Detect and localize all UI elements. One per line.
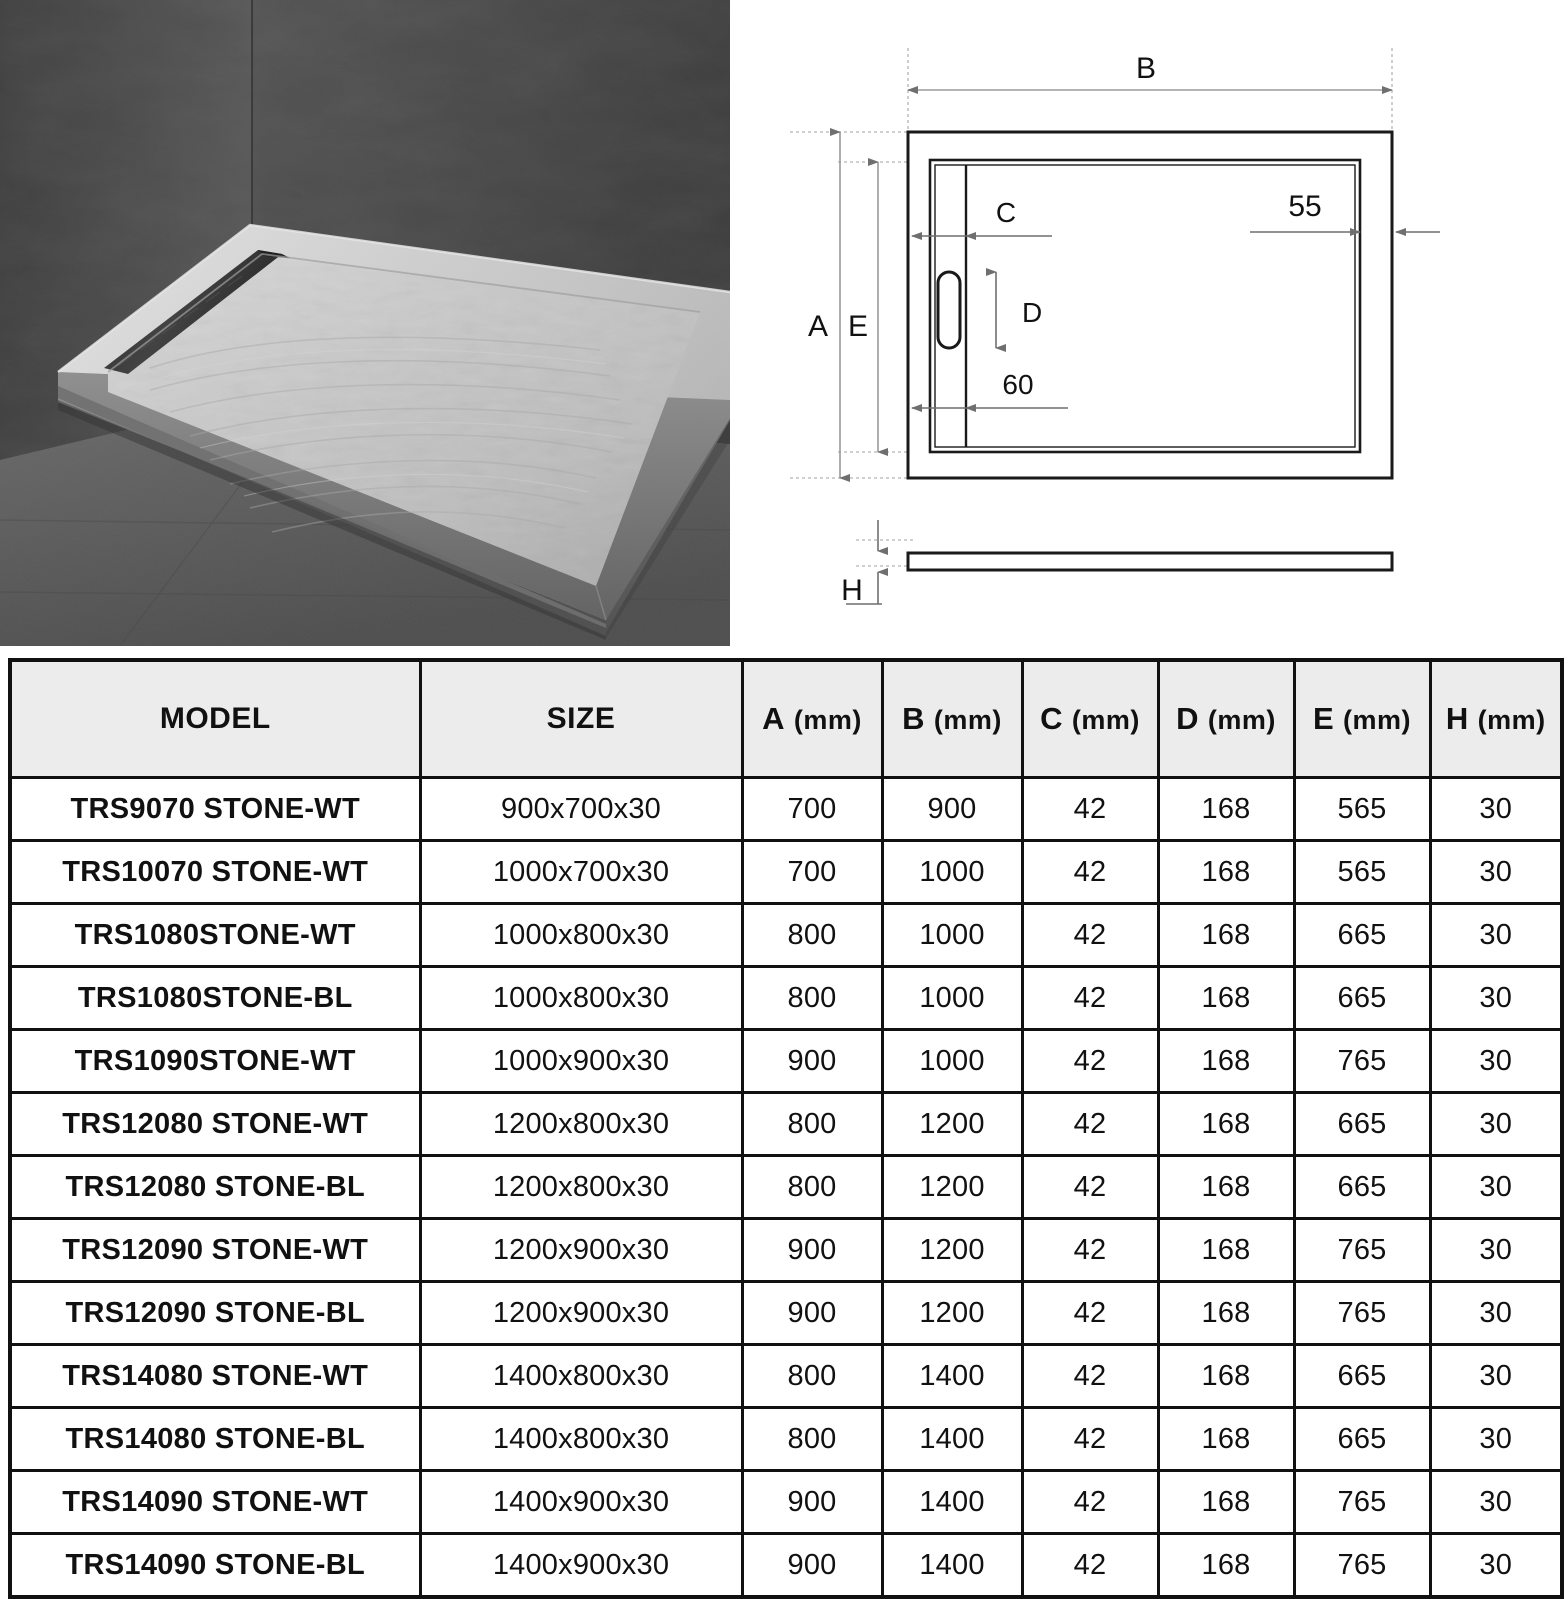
- cell-h: 30: [1430, 1471, 1562, 1534]
- cell-a: 700: [742, 778, 882, 841]
- cell-b: 1000: [882, 904, 1022, 967]
- cell-e: 765: [1294, 1471, 1430, 1534]
- specification-table: [8, 658, 1564, 1599]
- column-header-size-label: SIZE: [546, 702, 616, 735]
- cell-model: TRS12080 STONE-BL: [10, 1156, 420, 1219]
- cell-h: 30: [1430, 904, 1562, 967]
- cell-c: 42: [1022, 904, 1158, 967]
- cell-h: 30: [1430, 1030, 1562, 1093]
- cell-b: 1200: [882, 1219, 1022, 1282]
- cell-d: 168: [1158, 904, 1294, 967]
- cell-h: 30: [1430, 1219, 1562, 1282]
- table-row: [10, 1471, 1562, 1534]
- dimension-label-d: D: [1022, 297, 1043, 328]
- dimension-label-e: E: [847, 310, 869, 343]
- cell-d: 168: [1158, 778, 1294, 841]
- cell-h: 30: [1430, 778, 1562, 841]
- table-row: [10, 1030, 1562, 1093]
- column-header-e-letter: E: [1312, 701, 1335, 736]
- column-header-a-unit: (mm): [793, 705, 862, 735]
- cell-e: 665: [1294, 1093, 1430, 1156]
- cell-c: 42: [1022, 778, 1158, 841]
- table-row: [10, 967, 1562, 1030]
- cell-size: 1200x900x30: [420, 1219, 742, 1282]
- cell-size: 1200x800x30: [420, 1156, 742, 1219]
- specification-table-container: [8, 658, 1560, 1599]
- cell-a: 800: [742, 1345, 882, 1408]
- cell-e: 565: [1294, 841, 1430, 904]
- column-header-a-letter: A: [762, 701, 786, 736]
- cell-model: TRS12090 STONE-WT: [10, 1219, 420, 1282]
- cell-b: 1000: [882, 841, 1022, 904]
- product-photo-image: [0, 0, 730, 646]
- column-header-b-unit: (mm): [933, 705, 1002, 735]
- cell-h: 30: [1430, 1345, 1562, 1408]
- cell-c: 42: [1022, 841, 1158, 904]
- dimension-label-a: A: [807, 310, 829, 343]
- cell-e: 665: [1294, 967, 1430, 1030]
- dimension-label-55: 55: [1288, 190, 1322, 223]
- cell-e: 665: [1294, 1408, 1430, 1471]
- column-header-b: [882, 660, 1022, 778]
- cell-model: TRS1090STONE-WT: [10, 1030, 420, 1093]
- cell-c: 42: [1022, 967, 1158, 1030]
- column-header-size: [420, 660, 742, 778]
- dimension-label-h: H: [841, 574, 863, 607]
- column-header-b-letter: B: [902, 701, 926, 736]
- cell-d: 168: [1158, 1030, 1294, 1093]
- cell-b: 1400: [882, 1408, 1022, 1471]
- cell-b: 1000: [882, 967, 1022, 1030]
- cell-h: 30: [1430, 1156, 1562, 1219]
- table-row: [10, 904, 1562, 967]
- cell-model: TRS12080 STONE-WT: [10, 1093, 420, 1156]
- cell-model: TRS14080 STONE-WT: [10, 1345, 420, 1408]
- cell-a: 700: [742, 841, 882, 904]
- dimension-label-b: B: [1135, 52, 1157, 85]
- cell-b: 1000: [882, 1030, 1022, 1093]
- cell-size: 1000x900x30: [420, 1030, 742, 1093]
- cell-c: 42: [1022, 1093, 1158, 1156]
- cell-a: 800: [742, 1156, 882, 1219]
- cell-b: 900: [882, 778, 1022, 841]
- dimension-label-c: C: [995, 197, 1017, 228]
- column-header-d-letter: D: [1176, 701, 1200, 736]
- column-header-c-unit: (mm): [1071, 705, 1140, 735]
- cell-size: 1000x800x30: [420, 967, 742, 1030]
- cell-c: 42: [1022, 1219, 1158, 1282]
- column-header-h-letter: H: [1445, 701, 1469, 736]
- drain-hole: [938, 272, 960, 348]
- cell-e: 565: [1294, 778, 1430, 841]
- table-row: [10, 1156, 1562, 1219]
- table-header-row: [10, 660, 1562, 778]
- cell-a: 800: [742, 904, 882, 967]
- table-row: [10, 1093, 1562, 1156]
- technical-drawing-svg: [730, 0, 1568, 650]
- cell-model: TRS10070 STONE-WT: [10, 841, 420, 904]
- cell-e: 765: [1294, 1030, 1430, 1093]
- cell-e: 665: [1294, 904, 1430, 967]
- cell-c: 42: [1022, 1345, 1158, 1408]
- cell-a: 900: [742, 1471, 882, 1534]
- cell-a: 800: [742, 1408, 882, 1471]
- cell-h: 30: [1430, 1282, 1562, 1345]
- tray-section-profile: [908, 553, 1392, 570]
- cell-h: 30: [1430, 1534, 1562, 1598]
- cell-model: TRS12090 STONE-BL: [10, 1282, 420, 1345]
- column-header-c: [1022, 660, 1158, 778]
- cell-b: 1400: [882, 1345, 1022, 1408]
- table-body: [10, 778, 1562, 1598]
- cell-a: 900: [742, 1534, 882, 1598]
- cell-model: TRS14090 STONE-BL: [10, 1534, 420, 1598]
- table-row: [10, 1408, 1562, 1471]
- cell-d: 168: [1158, 1156, 1294, 1219]
- cell-b: 1400: [882, 1471, 1022, 1534]
- cell-d: 168: [1158, 1345, 1294, 1408]
- cell-b: 1200: [882, 1156, 1022, 1219]
- column-header-model: [10, 660, 420, 778]
- column-header-d-unit: (mm): [1207, 705, 1276, 735]
- cell-d: 168: [1158, 1093, 1294, 1156]
- cell-c: 42: [1022, 1156, 1158, 1219]
- cell-h: 30: [1430, 967, 1562, 1030]
- cell-h: 30: [1430, 841, 1562, 904]
- cell-size: 1400x900x30: [420, 1471, 742, 1534]
- column-header-c-letter: C: [1040, 701, 1064, 736]
- column-header-d: [1158, 660, 1294, 778]
- cell-d: 168: [1158, 841, 1294, 904]
- column-header-e-unit: (mm): [1343, 705, 1412, 735]
- cell-size: 1200x900x30: [420, 1282, 742, 1345]
- cell-e: 665: [1294, 1156, 1430, 1219]
- top-section: [0, 0, 1568, 650]
- table-row: [10, 1534, 1562, 1598]
- cell-e: 765: [1294, 1534, 1430, 1598]
- cell-model: TRS9070 STONE-WT: [10, 778, 420, 841]
- cell-b: 1400: [882, 1534, 1022, 1598]
- cell-h: 30: [1430, 1408, 1562, 1471]
- column-header-h-unit: (mm): [1477, 705, 1546, 735]
- cell-size: 900x700x30: [420, 778, 742, 841]
- cell-e: 765: [1294, 1282, 1430, 1345]
- cell-size: 1400x800x30: [420, 1345, 742, 1408]
- cell-a: 800: [742, 1093, 882, 1156]
- column-header-a: [742, 660, 882, 778]
- cell-size: 1000x800x30: [420, 904, 742, 967]
- product-photo: [0, 0, 730, 646]
- column-header-h: [1430, 660, 1562, 778]
- table-row: [10, 841, 1562, 904]
- cell-h: 30: [1430, 1093, 1562, 1156]
- cell-c: 42: [1022, 1471, 1158, 1534]
- table-row: [10, 1219, 1562, 1282]
- cell-d: 168: [1158, 1534, 1294, 1598]
- cell-size: 1000x700x30: [420, 841, 742, 904]
- cell-model: TRS14080 STONE-BL: [10, 1408, 420, 1471]
- cell-d: 168: [1158, 1282, 1294, 1345]
- cell-d: 168: [1158, 1219, 1294, 1282]
- cell-size: 1400x800x30: [420, 1408, 742, 1471]
- dimension-label-60: 60: [1002, 369, 1034, 400]
- column-header-model-label: MODEL: [159, 702, 271, 735]
- table-row: [10, 778, 1562, 841]
- cell-a: 800: [742, 967, 882, 1030]
- cell-model: TRS1080STONE-BL: [10, 967, 420, 1030]
- cell-d: 168: [1158, 1408, 1294, 1471]
- cell-e: 665: [1294, 1345, 1430, 1408]
- table-row: [10, 1345, 1562, 1408]
- cell-model: TRS1080STONE-WT: [10, 904, 420, 967]
- column-header-e: [1294, 660, 1430, 778]
- cell-d: 168: [1158, 967, 1294, 1030]
- cell-size: 1400x900x30: [420, 1534, 742, 1598]
- cell-size: 1200x800x30: [420, 1093, 742, 1156]
- cell-e: 765: [1294, 1219, 1430, 1282]
- table-row: [10, 1282, 1562, 1345]
- technical-drawing: [730, 0, 1568, 650]
- cell-c: 42: [1022, 1408, 1158, 1471]
- cell-a: 900: [742, 1030, 882, 1093]
- cell-a: 900: [742, 1282, 882, 1345]
- cell-c: 42: [1022, 1030, 1158, 1093]
- cell-c: 42: [1022, 1282, 1158, 1345]
- cell-b: 1200: [882, 1093, 1022, 1156]
- cell-a: 900: [742, 1219, 882, 1282]
- cell-c: 42: [1022, 1534, 1158, 1598]
- cell-model: TRS14090 STONE-WT: [10, 1471, 420, 1534]
- cell-d: 168: [1158, 1471, 1294, 1534]
- cell-b: 1200: [882, 1282, 1022, 1345]
